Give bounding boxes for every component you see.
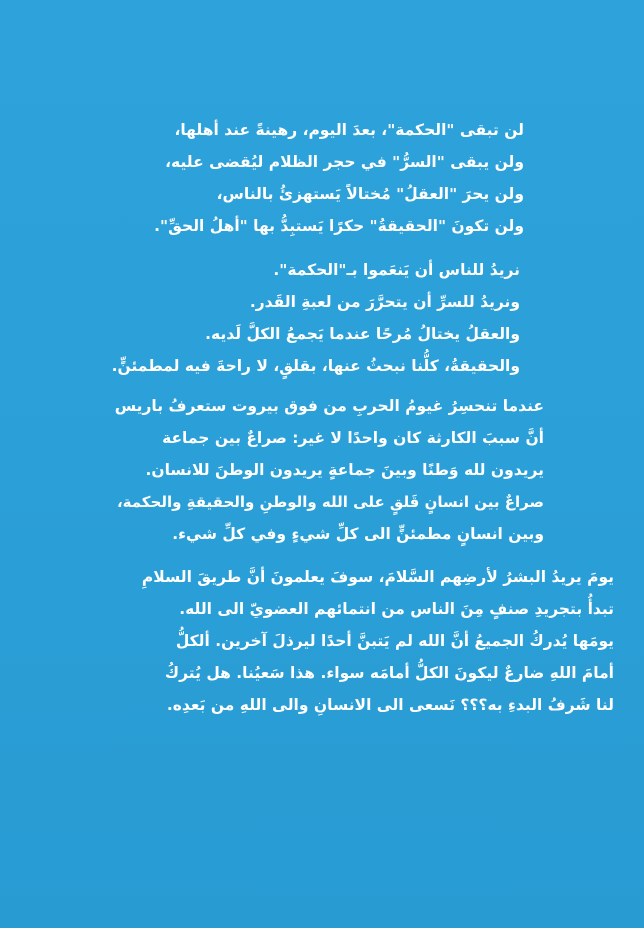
text-line: والعقلُ يختالُ مُرحًا عندما يَجمعُ الكلَّ لَديه. [205,325,520,343]
text-line: لن تبقى "الحكمة"، بعدَ اليوم، رهينةً عند أهلها، [174,121,524,139]
text-line: يومَ يريدُ البشرُ لأرضِهم السَّلامَ، سوفَ يعلمونَ أنَّ طريقَ السلامِ [141,568,614,586]
text-line: نريدُ للناس أن يَنعَموا بـ"الحكمة". [273,261,520,279]
text-line: لنا شَرفُ البدءِ به؟؟؟ نَسعى الى الانسانِ والى اللهِ من بَعدِه. [166,696,614,714]
text-line: والحقيقةُ، كلُّنا نبحثُ عنها، بقلقٍ، لا راحةَ فيه لمطمئنٍّ. [111,357,520,375]
text-line: يريدون لله وَطنًا وبينَ جماعةٍ يريدون الوطنَ للانسان. [145,461,544,479]
text-line: تبدأُ بتجريدِ صنفٍ مِنَ الناس من انتمائهم العضويّ الى الله. [179,600,614,618]
text-line: وبين انسانٍ مطمئنٍّ الى كلِّ شيءٍ وفي كلِّ شيء. [172,525,544,543]
text-line: أمامَ اللهِ ضارعٌ ليكونَ الكلُّ أمامَه سواء. هذا سَعيُنا. هل يُتركُ [164,664,614,682]
text-line: ونريدُ للسرِّ أن يتحرَّرَ من لعبةِ القَدر. [249,293,520,311]
paragraph-3 [104,390,544,550]
text-line: ولن يحرَ "العقلُ" مُختالاً يَستهزئُ بالناس، [216,185,524,203]
text-line: صراعٌ بين انسانٍ قَلقٍ على الله والوطنِ والحقيقةِ والحكمة، [116,493,544,511]
paragraph-4 [34,561,614,721]
text-line: ولن تكونَ "الحقيقةُ" حكرًا يَستبِدُّ بها "أهلُ الحقِّ". [154,217,524,235]
paragraph-1 [124,114,524,242]
paragraph-2 [100,254,520,382]
text-line: عندما تنحسِرُ غيومُ الحربِ من فوق بيروت ستعرفُ باريس [114,397,544,415]
text-line: أنَّ سببَ الكارثة كان واحدًا لا غير: صراعٌ بين جماعة [162,429,544,447]
text-line: ولن يبقى "السرُّ" في حجر الظلام ليُقضى عليه، [165,153,524,171]
text-line: يومَها يُدركُ الجميعُ أنَّ الله لم يَتبنَّ أحدًا ليرذلَ آخرين. ألكلُّ [175,632,614,650]
